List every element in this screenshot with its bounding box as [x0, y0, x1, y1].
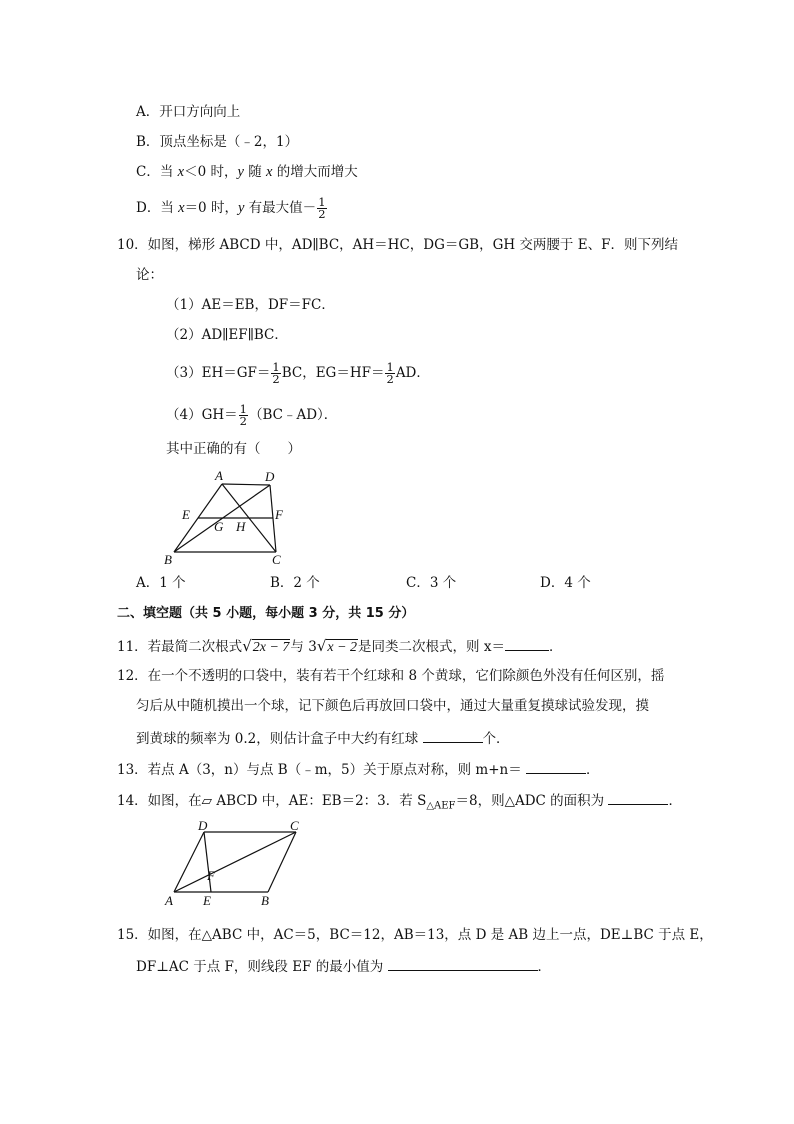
label-e: E	[203, 893, 211, 906]
q12-line3	[136, 728, 510, 748]
label-e: E	[182, 507, 190, 522]
q9-c-var-y: y	[237, 164, 244, 180]
label-c: C	[290, 818, 299, 833]
q9-c-var-x2: x	[266, 164, 273, 180]
q10-conclusion-1: （1）AE＝EB，DF＝FC．	[166, 297, 335, 313]
q10-conclusion-3	[166, 362, 430, 385]
q9-c-text: C．当	[136, 164, 174, 180]
q10-option-a: A．1 个	[136, 575, 186, 591]
label-c: C	[272, 552, 281, 567]
q12-line2: 匀后从中随机摸出一个球，记下颜色后再放回口袋中，通过大量重复摸球试验发现，摸	[136, 698, 649, 714]
q12-answer-blank[interactable]	[423, 728, 483, 743]
q12-text-b: 个．	[482, 731, 510, 747]
sqrt-icon: √	[242, 637, 252, 655]
label-f: F	[275, 507, 283, 522]
q9-d-var-x: x	[178, 200, 185, 216]
label-f: F	[207, 868, 215, 883]
fraction-numerator: 1	[318, 195, 326, 209]
q9-option-a: A．开口方向向上	[136, 104, 241, 120]
label-g: G	[214, 519, 224, 534]
q11-radicand-2: x − 2	[327, 640, 358, 655]
label-b: B	[164, 552, 172, 567]
q15-line1: 15．如图，在△ABC 中，AC＝5，BC＝12，AB＝13，点 D 是 AB 边上一点，DE⊥BC 于点 E，	[117, 927, 713, 943]
q13	[117, 759, 600, 779]
q10-c3-half-2	[385, 362, 394, 385]
q13-text-b: ．	[586, 762, 600, 778]
q9-c-text2: ＜0 时，	[184, 164, 238, 180]
q9-d-text: D．当	[136, 200, 174, 216]
q10-c4-half	[239, 404, 248, 427]
q14-text-b: ＝8，则△ADC 的面积为	[455, 793, 605, 809]
q9-c-var-x: x	[177, 164, 185, 180]
q9-d-text2: ＝0 时，	[184, 200, 238, 216]
q10-question-ask: 其中正确的有（ ）	[166, 441, 301, 457]
fraction-denominator: 2	[239, 414, 247, 428]
q14-text-c: ．	[668, 793, 682, 809]
label-a: A	[215, 468, 223, 483]
q9-d-var-y: y	[237, 200, 245, 216]
q11-answer-blank[interactable]	[505, 636, 549, 651]
segment-bc	[268, 832, 296, 892]
segment-ac	[174, 832, 296, 892]
q9-c-text4: 的增大而增大	[272, 164, 358, 180]
fraction-denominator: 2	[386, 372, 394, 386]
q14-answer-blank[interactable]	[608, 790, 668, 805]
q15-text-b: ．	[537, 959, 552, 975]
q13-answer-blank[interactable]	[526, 759, 586, 774]
q11-radicand-1: 2x − 7	[252, 640, 290, 655]
q10-conclusion-2: （2）AD∥EF∥BC．	[166, 327, 288, 343]
q10-conclusion-4	[166, 404, 337, 427]
label-d: D	[265, 469, 275, 484]
q9-d-text3: 有最大值－	[244, 200, 317, 216]
q10-stem-line2: 论：	[136, 267, 163, 283]
q14-subscript: △AEF	[426, 800, 456, 812]
q10-option-c: C．3 个	[406, 575, 457, 591]
q10-trapezoid-figure	[160, 466, 290, 570]
q14-text-a: 14．如图，在▱ ABCD 中，AE：EB＝2：3．若 S	[117, 793, 427, 809]
q10-option-d: D．4 个	[540, 575, 591, 591]
q11-text-end: ．	[548, 639, 563, 655]
fraction-numerator: 1	[272, 360, 280, 374]
fraction-numerator: 1	[386, 360, 394, 374]
q13-text-a: 13．若点 A（3，n）与点 B（﹣m，5）关于原点对称，则 m+n＝	[117, 762, 522, 778]
fraction-denominator: 2	[272, 372, 280, 386]
section-heading-fill-in: 二、填空题（共 5 小题，每小题 3 分，共 15 分）	[117, 606, 415, 621]
q12-line1: 12．在一个不透明的口袋中，装有若干个红球和 8 个黄球，它们除颜色外没有任何区别，摇	[117, 668, 665, 684]
fraction-numerator: 1	[239, 402, 247, 416]
q15-answer-blank[interactable]	[388, 956, 538, 971]
segment-de	[204, 832, 211, 892]
label-h: H	[236, 519, 246, 534]
fraction-denominator: 2	[318, 207, 326, 221]
q11-text-c: 是同类二次根式，则 x＝	[358, 639, 505, 655]
q10-c4-text-b: （BC﹣AD）．	[248, 407, 338, 423]
q10-option-b: B．2 个	[270, 575, 320, 591]
label-b: B	[261, 893, 269, 906]
q15-text-a: DF⊥AC 于点 F，则线段 EF 的最小值为	[136, 959, 384, 975]
q15-line2	[136, 956, 551, 976]
segment-ad	[174, 832, 204, 892]
q9-option-b: B．顶点坐标是（﹣2，1）	[136, 134, 299, 150]
q10-c3-text-a: （3）EH＝GF＝	[166, 365, 271, 381]
label-d: D	[198, 818, 208, 833]
q12-text-a: 到黄球的频率为 0.2，则估计盒子中大约有红球	[136, 731, 419, 747]
q10-c4-text-a: （4）GH＝	[166, 407, 238, 423]
q9-d-fraction	[317, 197, 326, 220]
q10-c3-text-b: BC，EG＝HF＝	[281, 365, 385, 381]
q9-option-c	[136, 163, 358, 181]
q14-parallelogram-figure	[160, 818, 310, 906]
q10-c3-text-c: AD．	[395, 365, 430, 381]
segment-ad	[222, 484, 270, 485]
q9-option-d	[136, 197, 328, 220]
q10-stem-line1: 10．如图，梯形 ABCD 中，AD∥BC，AH＝HC，DG＝GB，GH 交两腰于 E、F．则下列结	[117, 237, 678, 253]
q9-c-text3: 随	[243, 164, 266, 180]
sqrt-icon: √	[316, 637, 327, 655]
q14	[117, 790, 682, 816]
label-a: A	[165, 893, 173, 906]
q11-text-b: 与 3	[290, 639, 317, 655]
q11	[117, 636, 562, 657]
q10-c3-half-1	[271, 362, 280, 385]
q11-text-a: 11．若最简二次根式	[117, 639, 243, 655]
